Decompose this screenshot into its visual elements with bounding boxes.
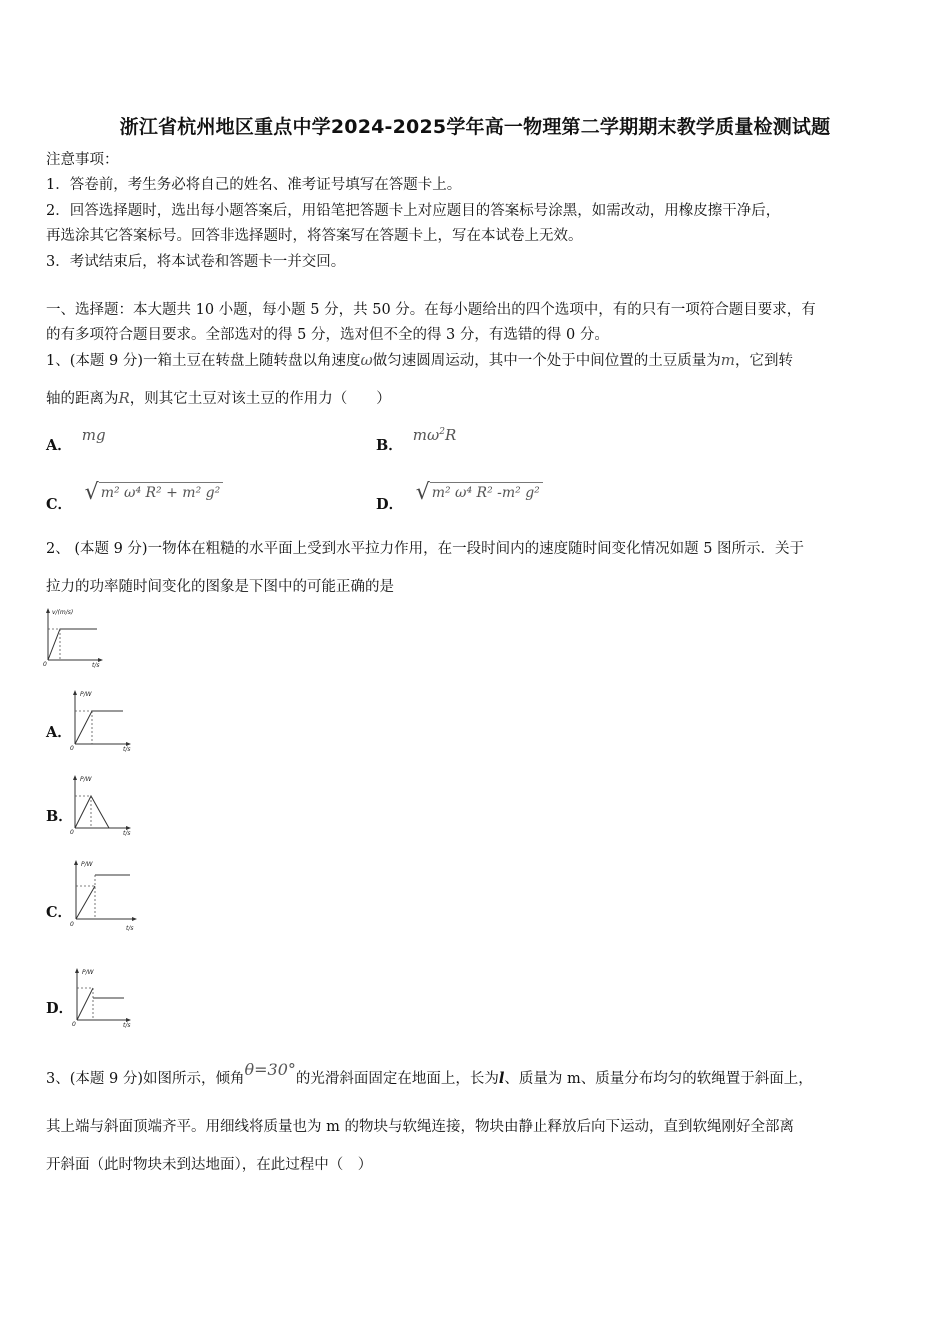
svg-text:P/W: P/W bbox=[80, 691, 92, 698]
sqrt-expression: √ m² ω⁴ R² + m² g² bbox=[85, 482, 224, 504]
mass-symbol: m bbox=[720, 351, 735, 369]
origin-label: 0 bbox=[43, 661, 47, 668]
q1-stem-line2: 轴的距离为R，则其它土豆对该土豆的作用力（ ） bbox=[46, 389, 391, 407]
q1-stem-line1: 1、(本题 9 分)一箱土豆在转盘上随转盘以角速度ω做匀速圆周运动，其中一个处于中间位置的土豆质量为m，它到转 bbox=[46, 351, 793, 369]
svg-text:P/W: P/W bbox=[80, 776, 92, 783]
svg-text:0: 0 bbox=[70, 745, 74, 752]
axis-label-t: t/s bbox=[92, 662, 100, 669]
q3-stem-line2: 其上端与斜面顶端齐平。用细线将质量也为 m 的物块与软绳连接，物块由静止释放后向下运动，直到软绳刚好全部离 bbox=[46, 1119, 794, 1135]
notice-item-3: 3．考试结束后，将本试卷和答题卡一并交回。 bbox=[46, 254, 346, 270]
q2-stem-line2: 拉力的功率随时间变化的图象是下图中的可能正确的是 bbox=[46, 579, 394, 595]
q1-option-d[interactable]: D． √ m² ω⁴ R² -m² g² bbox=[376, 482, 543, 504]
notice-item-1: 1．答卷前，考生务必将自己的姓名、准考证号填写在答题卡上。 bbox=[46, 177, 462, 193]
section-intro-line1: 一、选择题：本大题共 10 小题，每小题 5 分，共 50 分。在每小题给出的四个选项中，有的只有一项符合题目要求，有 bbox=[46, 302, 816, 318]
notice-item-2-cont: 再选涂其它答案标号。回答非选择题时，将答案写在答题卡上，写在本试卷上无效。 bbox=[46, 228, 583, 244]
q2-option-c-graph[interactable] bbox=[68, 858, 144, 934]
velocity-time-graph bbox=[42, 606, 112, 668]
theta-expression: θ=30° bbox=[244, 1060, 296, 1079]
svg-text:t/s: t/s bbox=[123, 1022, 131, 1029]
axis-label-v: v/(m/s) bbox=[52, 609, 74, 616]
svg-text:0: 0 bbox=[70, 921, 74, 928]
q3-stem-line1: 3、(本题 9 分)如图所示，倾角θ=30°的光滑斜面固定在地面上，长为l、质量为 m、质量分布均匀的软绳置于斜面上， bbox=[46, 1060, 813, 1087]
q2-option-d-graph[interactable] bbox=[70, 966, 142, 1030]
q2-option-a-graph[interactable] bbox=[68, 688, 140, 752]
page-title: 浙江省杭州地区重点中学2024-2025学年高一物理第二学期期末教学质量检测试题 bbox=[119, 116, 831, 138]
q1-option-b[interactable]: B．$m\omega^2R$ bbox=[376, 426, 457, 454]
svg-text:0: 0 bbox=[72, 1021, 76, 1028]
q2-option-d-label[interactable]: D． bbox=[46, 1000, 74, 1017]
q1-option-c[interactable]: C． √ m² ω⁴ R² + m² g² bbox=[46, 482, 223, 504]
radius-symbol: R bbox=[118, 389, 130, 407]
omega-symbol: ω bbox=[360, 351, 373, 369]
svg-text:t/s: t/s bbox=[126, 925, 134, 932]
svg-text:P/W: P/W bbox=[82, 969, 94, 976]
q3-stem-line3: 开斜面（此时物块未到达地面），在此过程中（ ） bbox=[46, 1157, 373, 1173]
q2-option-b-label[interactable]: B． bbox=[46, 808, 73, 825]
q1-option-a[interactable]: A．mg bbox=[46, 426, 106, 454]
q2-option-c-label[interactable]: C． bbox=[46, 904, 73, 921]
svg-text:t/s: t/s bbox=[123, 830, 131, 837]
notice-item-2: 2．回答选择题时，选出每小题答案后，用铅笔把答题卡上对应题目的答案标号涂黑，如需改动，用橡皮擦干净后， bbox=[46, 203, 781, 219]
svg-text:P/W: P/W bbox=[81, 861, 93, 868]
svg-text:t/s: t/s bbox=[123, 746, 131, 753]
notice-heading: 注意事项： bbox=[46, 152, 119, 168]
section-intro-line2: 的有多项符合题目要求。全部选对的得 5 分，选对但不全的得 3 分，有选错的得 0 分。 bbox=[46, 327, 609, 343]
q2-option-b-graph[interactable] bbox=[68, 773, 140, 837]
q2-option-a-label[interactable]: A． bbox=[46, 724, 72, 741]
sqrt-expression: √ m² ω⁴ R² -m² g² bbox=[416, 482, 543, 504]
svg-text:0: 0 bbox=[70, 829, 74, 836]
q2-stem-line1: 2、 (本题 9 分)一物体在粗糙的水平面上受到水平拉力作用，在一段时间内的速度随时间变化情况如题 5 图所示．关于 bbox=[46, 541, 805, 557]
